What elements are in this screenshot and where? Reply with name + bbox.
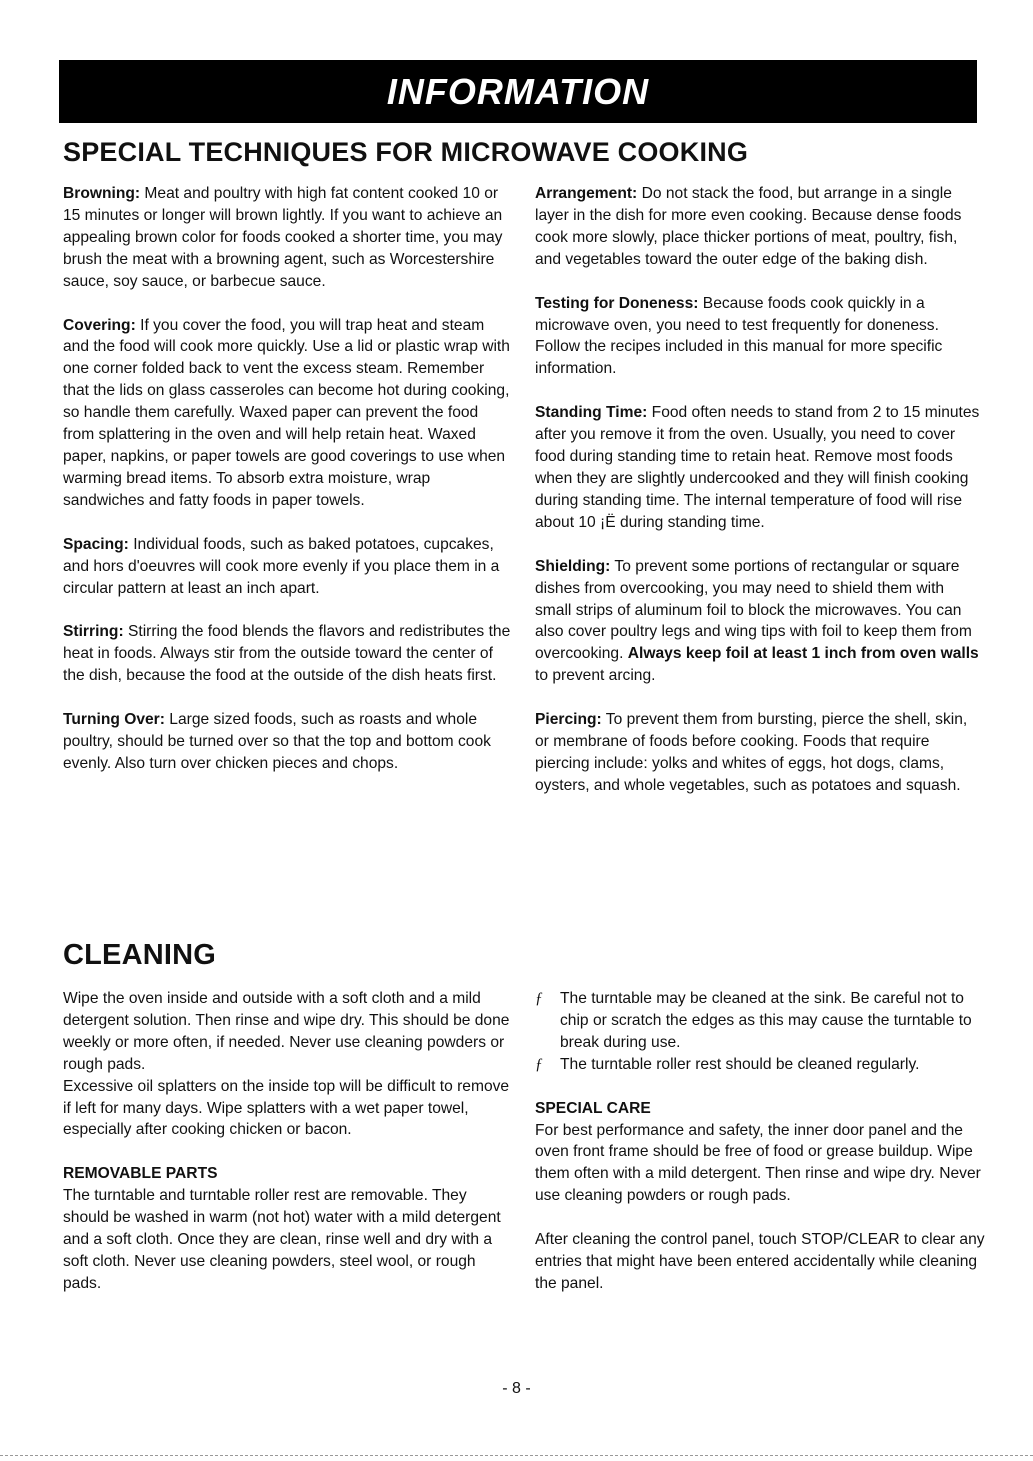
standing-paragraph — [535, 402, 983, 533]
arrangement-title: Arrangement: — [535, 185, 638, 202]
shielding-warning: Always keep foil at least 1 inch from oven walls — [627, 645, 979, 663]
techniques-right-column — [535, 183, 983, 797]
shielding-paragraph — [535, 556, 983, 687]
cleaning-intro: Wipe the oven inside and outside with a soft cloth and a mild detergent solution. Then rinse and wipe dry. This should be done weekly or more often, if needed. Never use cleaning powders or rough pads. — [63, 990, 510, 1073]
arrangement-paragraph — [535, 183, 983, 271]
page-number: - 8 - — [502, 1380, 531, 1397]
list-item — [535, 1054, 985, 1076]
techniques-left-column — [63, 183, 511, 775]
spacing-paragraph — [63, 534, 511, 600]
covering-title: Covering: — [63, 316, 136, 334]
standing-text: Food often needs to stand from 2 to 15 minutes after you remove it from the oven. Usually, you need to cover food during standing time to retain heat. Remove most foods when they are slightly undercooked and they will finish cooking during standing time. The internal temperature of food will rise about 10 ¡Ë during standing time. — [535, 404, 980, 531]
testing-title: Testing for Doneness: — [535, 294, 699, 312]
removable-parts-title: REMOVABLE PARTS — [63, 1165, 218, 1183]
cleaning-left-column — [63, 988, 511, 1295]
browning-title: Browning: — [63, 185, 141, 202]
turning-title: Turning Over: — [63, 711, 165, 729]
shielding-text: To prevent some portions of rectangular or square dishes from overcooking, you may need to shield them with small strips of aluminum foil to block the microwaves. You can also cover poultry legs and wing tips with foil to keep them from overcooking. — [535, 557, 972, 663]
cleaning-right-column — [535, 988, 985, 1295]
cleaning-heading: CLEANING — [63, 939, 217, 971]
bottom-divider — [0, 1455, 1033, 1456]
covering-text: If you cover the food, you will trap heat and steam and the food will cook more quickly. Use a lid or plastic wrap with one corner folded back to vent the excess steam. Remember that the lids on glass casseroles can become hot during cooking, so handle them carefully. Waxed paper can prevent the food from splattering in the oven and will help retain heat. Waxed paper, napkins, or paper towels are good coverings to use when warming bread items. To absorb extra moisture, wrap sandwiches and fatty foods in paper towels. — [63, 316, 510, 509]
turning-paragraph — [63, 709, 511, 775]
special-care-text: For best performance and safety, the inner door panel and the oven front frame should be free of food or grease buildup. Wipe them often with a mild detergent. Then rinse and wipe dry. Never use cleaning powders or rough pads. — [535, 1121, 981, 1205]
cleaning-oil: Excessive oil splatters on the inside top will be difficult to remove if left for many days. Wipe splatters with a wet paper towel, especially after cooking chicken or bacon. — [63, 1077, 510, 1139]
piercing-title: Piercing: — [535, 711, 602, 729]
testing-text: Because foods cook quickly in a microwave oven, you need to test frequently for doneness. Follow the recipes included in this manual for more specific information. — [535, 294, 943, 378]
spacing-text: Individual foods, such as baked potatoes, cupcakes, and hors d'oeuvres will cook more evenly if you place them in a circular pattern at least an inch apart. — [63, 535, 500, 597]
bullet-text-turntable: The turntable may be cleaned at the sink. Be careful not to chip or scratch the edges as this may cause the turntable to break during use. — [560, 990, 972, 1051]
standing-title: Standing Time: — [535, 404, 648, 422]
stirring-paragraph — [63, 621, 511, 687]
after-cleaning-text: After cleaning the control panel, touch STOP/CLEAR to clear any entries that might have been entered accidentally while cleaning the panel. — [535, 1231, 985, 1292]
list-item — [535, 988, 985, 1054]
testing-paragraph — [535, 293, 983, 381]
shielding-title: Shielding: — [535, 557, 611, 575]
bullet-text-roller: The turntable roller rest should be cleaned regularly. — [560, 1055, 920, 1073]
piercing-text: To prevent them from bursting, pierce the shell, skin, or membrane of foods before cooking. Foods that require piercing include: yolks and whites of eggs, hot dogs, clams, oysters, and whole vegetables, such as potatoes and squash. — [535, 711, 968, 794]
turning-text: Large sized foods, such as roasts and whole poultry, should be turned over so that the top and bottom cook evenly. Also turn over chicken pieces and chops. — [63, 711, 491, 772]
piercing-paragraph — [535, 709, 983, 797]
arrangement-text: Do not stack the food, but arrange in a single layer in the dish for more even cooking. Because dense foods cook more slowly, place thicker portions of meat, poultry, fish, and vegetables toward the outer edge of the baking dish. — [535, 185, 962, 268]
bullet-icon: ƒ — [535, 990, 543, 1007]
shielding-tail: to prevent arcing. — [535, 667, 656, 685]
stirring-title: Stirring: — [63, 623, 124, 641]
bullet-icon: ƒ — [535, 1055, 543, 1073]
information-banner: INFORMATION — [59, 60, 977, 123]
techniques-heading: SPECIAL TECHNIQUES FOR MICROWAVE COOKING — [63, 137, 749, 167]
browning-paragraph — [63, 183, 511, 293]
covering-paragraph — [63, 315, 511, 512]
browning-text: Meat and poultry with high fat content cooked 10 or 15 minutes or longer will brown lightly. If you want to achieve an appealing brown color for foods cooked a shorter time, you may brush the meat with a browning agent, such as Worcestershire sauce, soy sauce, or barbecue sauce. — [63, 185, 503, 290]
removable-parts-text: The turntable and turntable roller rest are removable. They should be washed in warm (not hot) water with a mild detergent and a soft cloth. Once they are clean, rinse well and dry with a soft cloth. Never use cleaning powders, steel wool, or rough pads. — [63, 1187, 501, 1292]
spacing-title: Spacing: — [63, 535, 129, 553]
stirring-text: Stirring the food blends the flavors and redistributes the heat in foods. Always stir from the outside toward the center of the dish, because the food at the outside of the dish heats first. — [63, 623, 511, 685]
special-care-title: SPECIAL CARE — [535, 1099, 651, 1117]
